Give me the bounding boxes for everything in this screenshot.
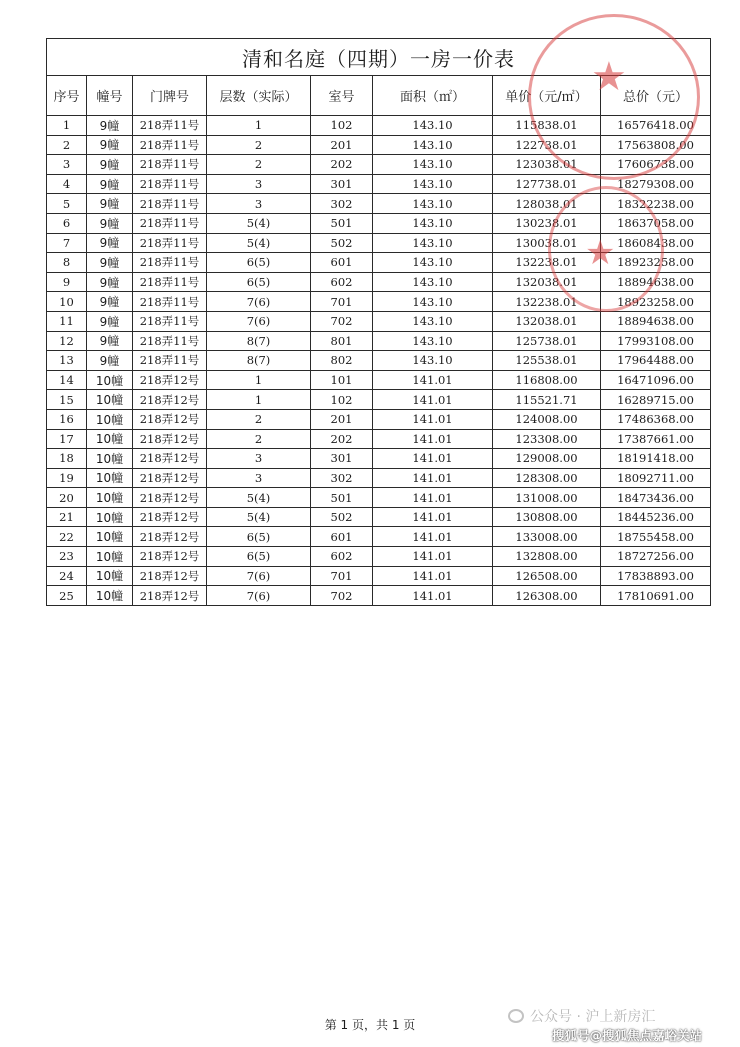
- door-number-cell: 218弄11号: [133, 233, 207, 253]
- door-number-cell: 218弄12号: [133, 370, 207, 390]
- room-cell: 201: [311, 135, 373, 155]
- table-row: [47, 527, 711, 547]
- unit-price-cell: 130038.01: [493, 233, 601, 253]
- area-cell: 141.01: [373, 488, 493, 508]
- area-cell: 141.01: [373, 507, 493, 527]
- row-index: 25: [47, 586, 87, 606]
- wechat-watermark: [508, 1006, 655, 1026]
- table-row: [47, 292, 711, 312]
- unit-price-cell: 115521.71: [493, 390, 601, 410]
- area-cell: 141.01: [373, 449, 493, 469]
- room-cell: 701: [311, 292, 373, 312]
- floor-cell: 5(4): [207, 233, 311, 253]
- total-price-cell: 16576418.00: [601, 116, 711, 136]
- column-header: 面积（㎡）: [373, 76, 493, 116]
- area-cell: 141.01: [373, 566, 493, 586]
- room-cell: 302: [311, 468, 373, 488]
- room-cell: 102: [311, 116, 373, 136]
- floor-cell: 1: [207, 390, 311, 410]
- unit-price-cell: 132808.00: [493, 547, 601, 567]
- table-row: [47, 311, 711, 331]
- table-row: [47, 468, 711, 488]
- building-cell: 9幢: [87, 116, 133, 136]
- building-cell: 9幢: [87, 292, 133, 312]
- floor-cell: 3: [207, 174, 311, 194]
- area-cell: 143.10: [373, 135, 493, 155]
- row-index: 14: [47, 370, 87, 390]
- total-price-cell: 17993108.00: [601, 331, 711, 351]
- row-index: 22: [47, 527, 87, 547]
- building-cell: 10幢: [87, 370, 133, 390]
- area-cell: 141.01: [373, 409, 493, 429]
- area-cell: 141.01: [373, 547, 493, 567]
- column-header: 单价（元/㎡）: [493, 76, 601, 116]
- total-price-cell: 18755458.00: [601, 527, 711, 547]
- total-price-cell: 18923258.00: [601, 253, 711, 273]
- building-cell: 10幢: [87, 449, 133, 469]
- row-index: 3: [47, 155, 87, 175]
- unit-price-cell: 132038.01: [493, 311, 601, 331]
- room-cell: 701: [311, 566, 373, 586]
- area-cell: 143.10: [373, 311, 493, 331]
- total-price-cell: 18894638.00: [601, 272, 711, 292]
- building-cell: 9幢: [87, 272, 133, 292]
- floor-cell: 5(4): [207, 488, 311, 508]
- area-cell: 143.10: [373, 174, 493, 194]
- row-index: 24: [47, 566, 87, 586]
- unit-price-cell: 129008.00: [493, 449, 601, 469]
- floor-cell: 5(4): [207, 507, 311, 527]
- floor-cell: 6(5): [207, 547, 311, 567]
- door-number-cell: 218弄12号: [133, 566, 207, 586]
- total-price-cell: 17387661.00: [601, 429, 711, 449]
- area-cell: 143.10: [373, 233, 493, 253]
- building-cell: 9幢: [87, 174, 133, 194]
- door-number-cell: 218弄12号: [133, 390, 207, 410]
- door-number-cell: 218弄11号: [133, 213, 207, 233]
- row-index: 17: [47, 429, 87, 449]
- building-cell: 9幢: [87, 213, 133, 233]
- area-cell: 141.01: [373, 586, 493, 606]
- star-icon: ★: [591, 54, 627, 100]
- floor-cell: 2: [207, 155, 311, 175]
- floor-cell: 2: [207, 429, 311, 449]
- table-row: [47, 488, 711, 508]
- row-index: 6: [47, 213, 87, 233]
- room-cell: 202: [311, 155, 373, 175]
- table-title: 清和名庭（四期）一房一价表: [47, 39, 711, 76]
- door-number-cell: 218弄12号: [133, 507, 207, 527]
- door-number-cell: 218弄12号: [133, 547, 207, 567]
- row-index: 16: [47, 409, 87, 429]
- table-row: [47, 370, 711, 390]
- total-price-cell: 17486368.00: [601, 409, 711, 429]
- row-index: 8: [47, 253, 87, 273]
- table-row: [47, 135, 711, 155]
- door-number-cell: 218弄11号: [133, 351, 207, 371]
- room-cell: 301: [311, 449, 373, 469]
- table-body: [47, 116, 711, 606]
- row-index: 20: [47, 488, 87, 508]
- wechat-watermark-text: 公众号 · 沪上新房汇: [530, 1009, 656, 1025]
- unit-price-cell: 132238.01: [493, 292, 601, 312]
- floor-cell: 7(6): [207, 292, 311, 312]
- column-header: 幢号: [87, 76, 133, 116]
- total-price-cell: 18445236.00: [601, 507, 711, 527]
- column-header: 室号: [311, 76, 373, 116]
- door-number-cell: 218弄11号: [133, 155, 207, 175]
- row-index: 10: [47, 292, 87, 312]
- building-cell: 9幢: [87, 331, 133, 351]
- total-price-cell: 18727256.00: [601, 547, 711, 567]
- area-cell: 143.10: [373, 272, 493, 292]
- building-cell: 9幢: [87, 194, 133, 214]
- unit-price-cell: 132238.01: [493, 253, 601, 273]
- table-row: [47, 174, 711, 194]
- area-cell: 143.10: [373, 116, 493, 136]
- table-row: [47, 233, 711, 253]
- table-row: [47, 253, 711, 273]
- unit-price-cell: 115838.01: [493, 116, 601, 136]
- building-cell: 10幢: [87, 409, 133, 429]
- total-price-cell: 18894638.00: [601, 311, 711, 331]
- row-index: 1: [47, 116, 87, 136]
- area-cell: 143.10: [373, 351, 493, 371]
- table-row: [47, 272, 711, 292]
- floor-cell: 6(5): [207, 253, 311, 273]
- column-header: 总价（元）: [601, 76, 711, 116]
- price-table: [46, 38, 711, 606]
- room-cell: 301: [311, 174, 373, 194]
- row-index: 15: [47, 390, 87, 410]
- door-number-cell: 218弄11号: [133, 135, 207, 155]
- unit-price-cell: 130808.00: [493, 507, 601, 527]
- building-cell: 10幢: [87, 390, 133, 410]
- floor-cell: 6(5): [207, 272, 311, 292]
- header-row: [47, 76, 711, 116]
- row-index: 19: [47, 468, 87, 488]
- row-index: 18: [47, 449, 87, 469]
- total-price-cell: 18279308.00: [601, 174, 711, 194]
- floor-cell: 1: [207, 370, 311, 390]
- floor-cell: 1: [207, 116, 311, 136]
- room-cell: 101: [311, 370, 373, 390]
- table-row: [47, 331, 711, 351]
- room-cell: 702: [311, 586, 373, 606]
- unit-price-cell: 132038.01: [493, 272, 601, 292]
- room-cell: 602: [311, 272, 373, 292]
- unit-price-cell: 123038.01: [493, 155, 601, 175]
- door-number-cell: 218弄12号: [133, 586, 207, 606]
- floor-cell: 7(6): [207, 566, 311, 586]
- unit-price-cell: 125738.01: [493, 331, 601, 351]
- room-cell: 702: [311, 311, 373, 331]
- floor-cell: 3: [207, 449, 311, 469]
- area-cell: 141.01: [373, 429, 493, 449]
- door-number-cell: 218弄11号: [133, 311, 207, 331]
- total-price-cell: 17563808.00: [601, 135, 711, 155]
- table-row: [47, 566, 711, 586]
- door-number-cell: 218弄12号: [133, 488, 207, 508]
- unit-price-cell: 131008.00: [493, 488, 601, 508]
- building-cell: 10幢: [87, 586, 133, 606]
- area-cell: 141.01: [373, 390, 493, 410]
- sohu-watermark: 搜狐号@搜狐焦点嘉峪关站: [552, 1028, 703, 1043]
- floor-cell: 3: [207, 468, 311, 488]
- room-cell: 502: [311, 507, 373, 527]
- row-index: 4: [47, 174, 87, 194]
- room-cell: 201: [311, 409, 373, 429]
- room-cell: 202: [311, 429, 373, 449]
- floor-cell: 7(6): [207, 311, 311, 331]
- unit-price-cell: 123308.00: [493, 429, 601, 449]
- row-index: 13: [47, 351, 87, 371]
- total-price-cell: 16289715.00: [601, 390, 711, 410]
- building-cell: 10幢: [87, 429, 133, 449]
- building-cell: 9幢: [87, 135, 133, 155]
- room-cell: 802: [311, 351, 373, 371]
- column-header: 序号: [47, 76, 87, 116]
- room-cell: 501: [311, 488, 373, 508]
- building-cell: 10幢: [87, 547, 133, 567]
- unit-price-cell: 116808.00: [493, 370, 601, 390]
- room-cell: 601: [311, 527, 373, 547]
- unit-price-cell: 125538.01: [493, 351, 601, 371]
- page-footer: 第 1 页，共 1 页: [324, 1018, 416, 1032]
- door-number-cell: 218弄12号: [133, 409, 207, 429]
- area-cell: 143.10: [373, 155, 493, 175]
- unit-price-cell: 133008.00: [493, 527, 601, 547]
- table-row: [47, 429, 711, 449]
- floor-cell: 6(5): [207, 527, 311, 547]
- building-cell: 9幢: [87, 253, 133, 273]
- total-price-cell: 17810691.00: [601, 586, 711, 606]
- room-cell: 501: [311, 213, 373, 233]
- building-cell: 9幢: [87, 351, 133, 371]
- row-index: 5: [47, 194, 87, 214]
- total-price-cell: 18608438.00: [601, 233, 711, 253]
- building-cell: 10幢: [87, 488, 133, 508]
- row-index: 7: [47, 233, 87, 253]
- price-sheet: [46, 38, 710, 606]
- column-header: 层数（实际）: [207, 76, 311, 116]
- room-cell: 801: [311, 331, 373, 351]
- door-number-cell: 218弄12号: [133, 449, 207, 469]
- floor-cell: 8(7): [207, 351, 311, 371]
- building-cell: 9幢: [87, 155, 133, 175]
- unit-price-cell: 122738.01: [493, 135, 601, 155]
- unit-price-cell: 126308.00: [493, 586, 601, 606]
- unit-price-cell: 128038.01: [493, 194, 601, 214]
- door-number-cell: 218弄11号: [133, 194, 207, 214]
- total-price-cell: 17838893.00: [601, 566, 711, 586]
- building-cell: 10幢: [87, 527, 133, 547]
- building-cell: 9幢: [87, 233, 133, 253]
- area-cell: 143.10: [373, 213, 493, 233]
- total-price-cell: 18473436.00: [601, 488, 711, 508]
- area-cell: 141.01: [373, 370, 493, 390]
- total-price-cell: 18637058.00: [601, 213, 711, 233]
- area-cell: 143.10: [373, 331, 493, 351]
- room-cell: 602: [311, 547, 373, 567]
- unit-price-cell: 124008.00: [493, 409, 601, 429]
- floor-cell: 2: [207, 409, 311, 429]
- door-number-cell: 218弄11号: [133, 331, 207, 351]
- floor-cell: 3: [207, 194, 311, 214]
- room-cell: 601: [311, 253, 373, 273]
- wechat-icon: [508, 1009, 524, 1023]
- floor-cell: 8(7): [207, 331, 311, 351]
- star-icon: ★: [585, 233, 616, 273]
- table-row: [47, 351, 711, 371]
- door-number-cell: 218弄11号: [133, 253, 207, 273]
- area-cell: 143.10: [373, 292, 493, 312]
- room-cell: 102: [311, 390, 373, 410]
- table-row: [47, 194, 711, 214]
- table-row: [47, 116, 711, 136]
- building-cell: 10幢: [87, 468, 133, 488]
- unit-price-cell: 127738.01: [493, 174, 601, 194]
- total-price-cell: 18092711.00: [601, 468, 711, 488]
- table-row: [47, 449, 711, 469]
- room-cell: 502: [311, 233, 373, 253]
- area-cell: 143.10: [373, 253, 493, 273]
- door-number-cell: 218弄11号: [133, 116, 207, 136]
- row-index: 23: [47, 547, 87, 567]
- total-price-cell: 18923258.00: [601, 292, 711, 312]
- unit-price-cell: 128308.00: [493, 468, 601, 488]
- area-cell: 141.01: [373, 468, 493, 488]
- floor-cell: 7(6): [207, 586, 311, 606]
- door-number-cell: 218弄12号: [133, 527, 207, 547]
- table-row: [47, 390, 711, 410]
- table-row: [47, 213, 711, 233]
- row-index: 9: [47, 272, 87, 292]
- door-number-cell: 218弄12号: [133, 468, 207, 488]
- door-number-cell: 218弄11号: [133, 272, 207, 292]
- unit-price-cell: 130238.01: [493, 213, 601, 233]
- building-cell: 9幢: [87, 311, 133, 331]
- row-index: 2: [47, 135, 87, 155]
- building-cell: 10幢: [87, 566, 133, 586]
- unit-price-cell: 126508.00: [493, 566, 601, 586]
- table-row: [47, 547, 711, 567]
- door-number-cell: 218弄11号: [133, 292, 207, 312]
- table-row: [47, 155, 711, 175]
- door-number-cell: 218弄12号: [133, 429, 207, 449]
- building-cell: 10幢: [87, 507, 133, 527]
- door-number-cell: 218弄11号: [133, 174, 207, 194]
- area-cell: 143.10: [373, 194, 493, 214]
- table-row: [47, 586, 711, 606]
- floor-cell: 5(4): [207, 213, 311, 233]
- table-row: [47, 409, 711, 429]
- row-index: 11: [47, 311, 87, 331]
- total-price-cell: 18322238.00: [601, 194, 711, 214]
- area-cell: 141.01: [373, 527, 493, 547]
- row-index: 12: [47, 331, 87, 351]
- floor-cell: 2: [207, 135, 311, 155]
- total-price-cell: 16471096.00: [601, 370, 711, 390]
- row-index: 21: [47, 507, 87, 527]
- total-price-cell: 18191418.00: [601, 449, 711, 469]
- table-row: [47, 507, 711, 527]
- room-cell: 302: [311, 194, 373, 214]
- total-price-cell: 17964488.00: [601, 351, 711, 371]
- column-header: 门牌号: [133, 76, 207, 116]
- total-price-cell: 17606738.00: [601, 155, 711, 175]
